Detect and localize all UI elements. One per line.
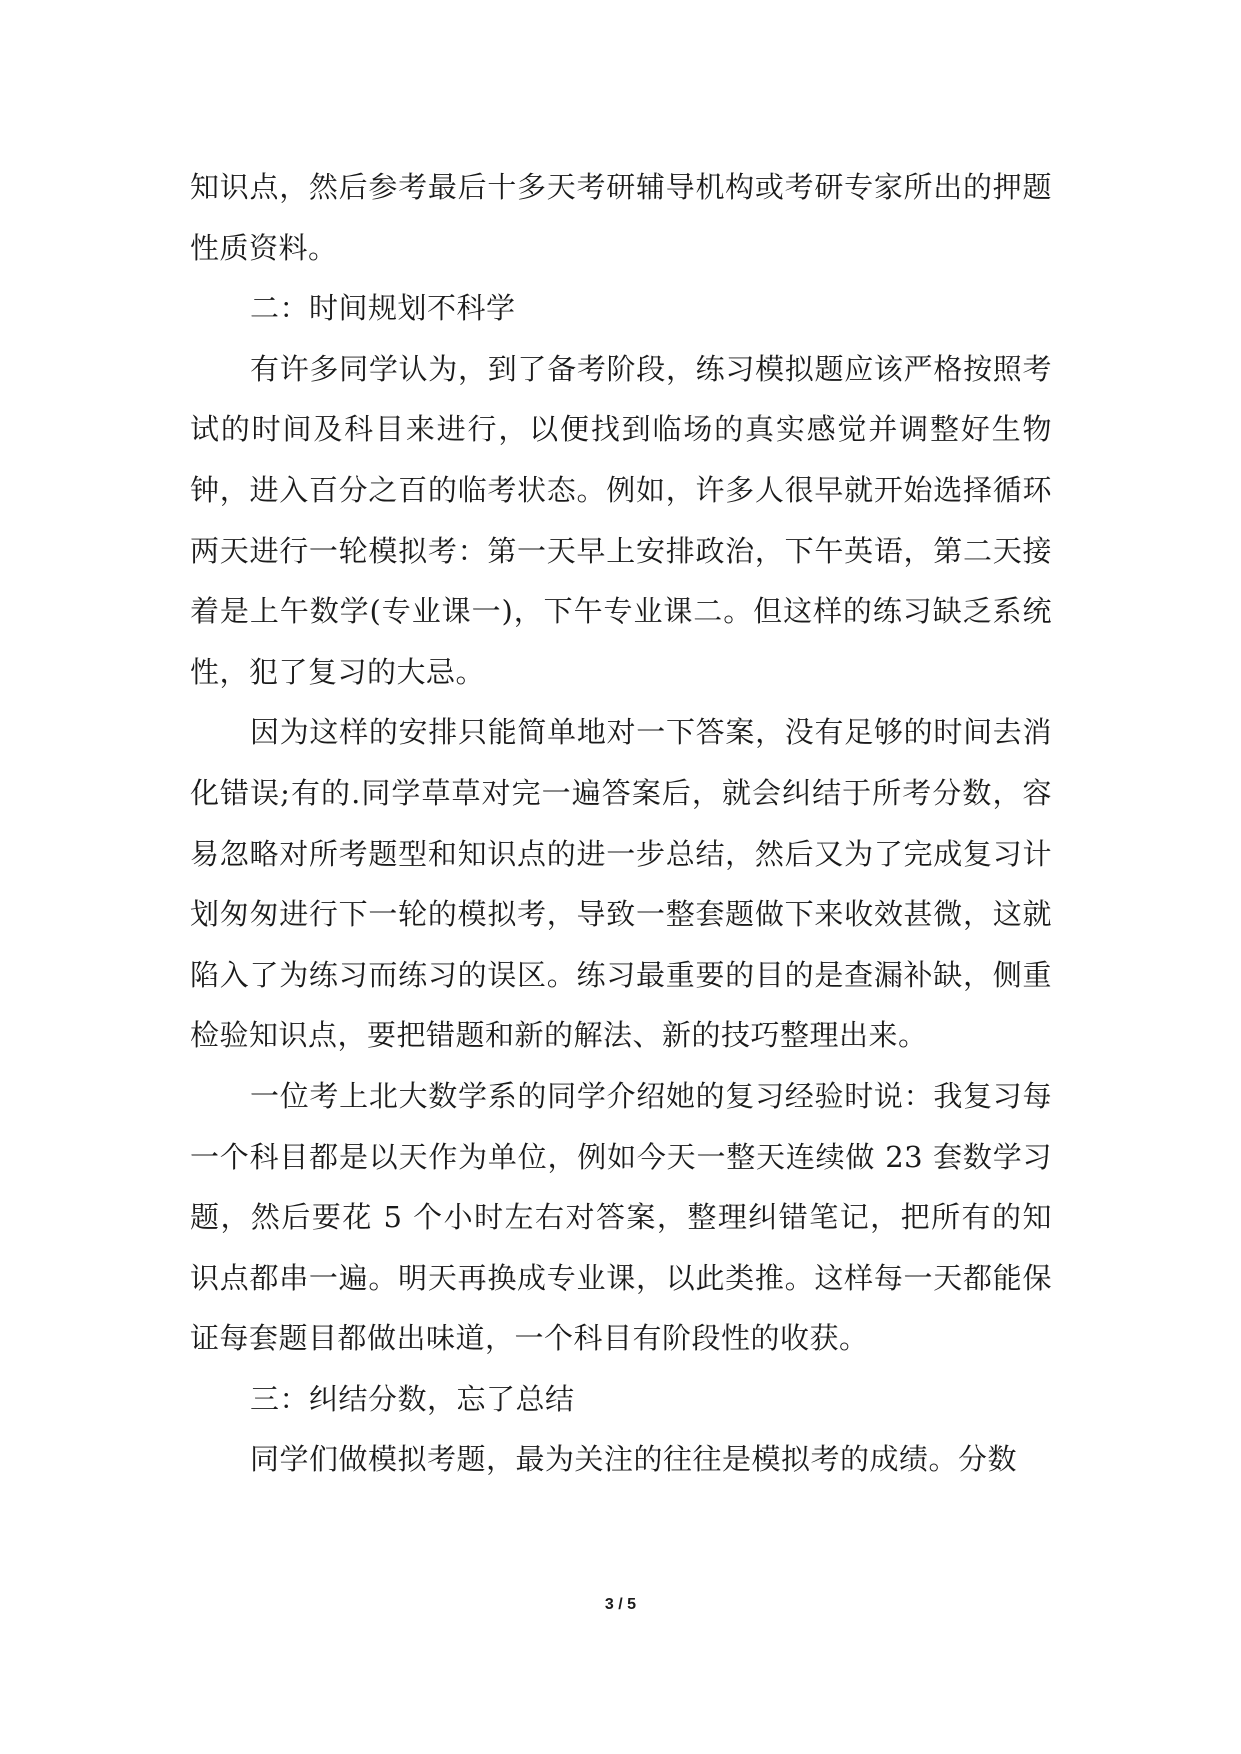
paragraph: 有许多同学认为，到了备考阶段，练习模拟题应该严格按照考试的时间及科目来进行，以便找到临场的真实感觉并调整好生物钟，进入百分之百的临考状态。例如，许多人很早就开始选择循环两天进行一轮模拟考：第一天早上安排政治，下午英语，第二天接着是上午数学(专业课一)，下午专业课二。但这样的练习缺乏系统性，犯了复习的大忌。 — [190, 351, 1052, 689]
document-body — [190, 157, 1052, 1490]
paragraph: 因为这样的安排只能简单地对一下答案，没有足够的时间去消化错误;有的.同学草草对完一遍答案后，就会纠结于所考分数，容易忽略对所考题型和知识点的进一步总结，然后又为了完成复习计划匆匆进行下一轮的模拟考，导致一整套题做下来收效甚微，这就陷入了为练习而练习的误区。练习最重要的目的是查漏补缺，侧重检验知识点，要把错题和新的解法、新的技巧整理出来。 — [190, 715, 1052, 1053]
paragraph: 一位考上北大数学系的同学介绍她的复习经验时说：我复习每一个科目都是以天作为单位，例如今天一整天连续做 23 套数学习题，然后要花 5 个小时左右对答案，整理纠错笔记，把所有的知识点都串一遍。明天再换成专业课，以此类推。这样每一天都能保证每套题目都做出味道，一个科目有阶段性的收获。 — [190, 1078, 1052, 1356]
section-heading-2: 二：时间规划不科学 — [250, 291, 516, 326]
section-heading-3: 三：纠结分数，忘了总结 — [250, 1381, 575, 1416]
paragraph-continuation: 知识点，然后参考最后十多天考研辅导机构或考研专家所出的押题性质资料。 — [190, 170, 1052, 265]
page-number: 3 / 5 — [604, 1596, 637, 1613]
paragraph: 同学们做模拟考题，最为关注的往往是模拟考的成绩。分数 — [250, 1442, 1018, 1477]
